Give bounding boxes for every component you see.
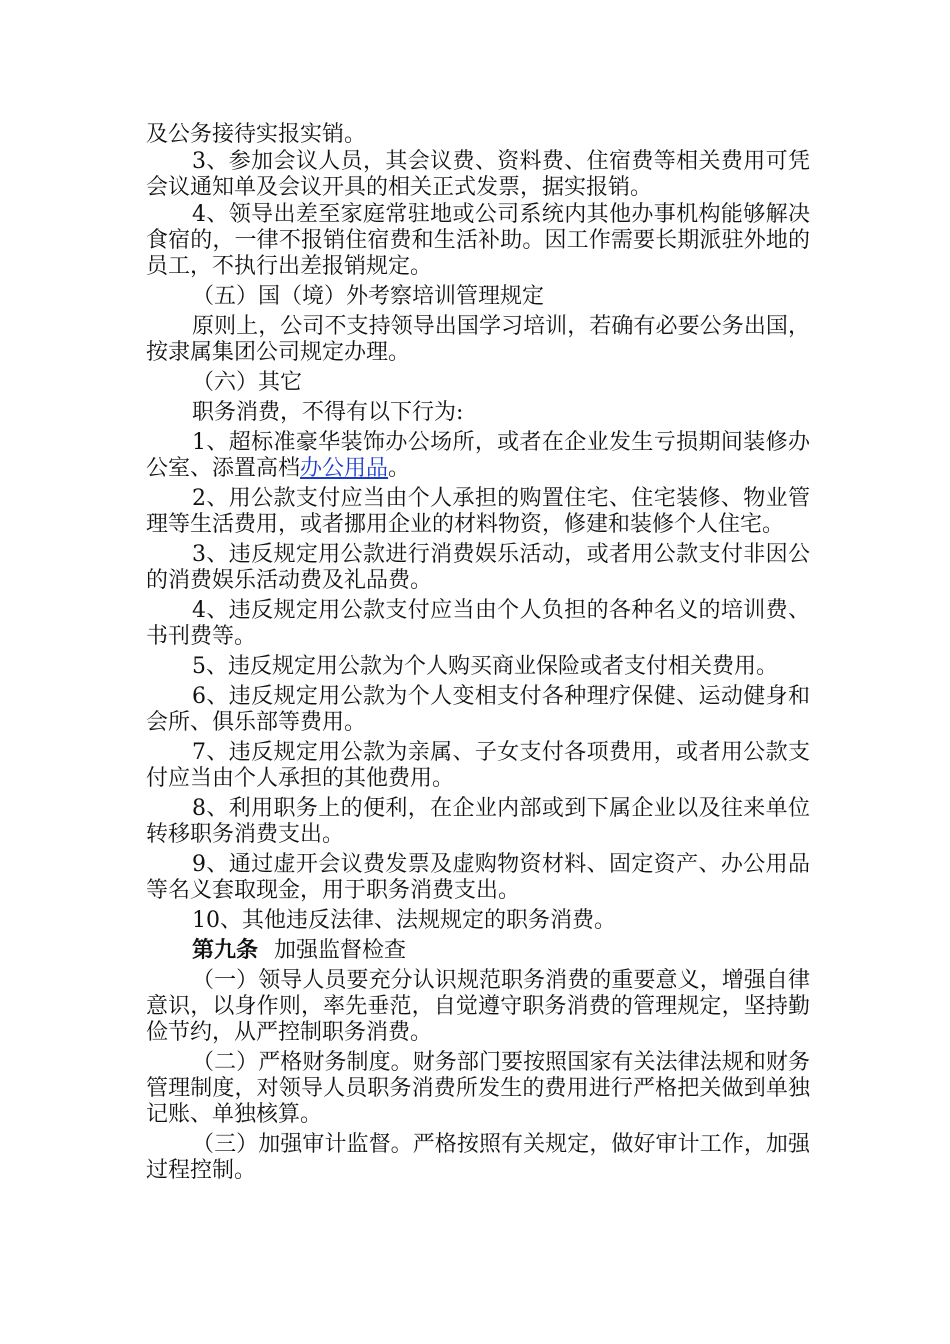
list-item xyxy=(146,430,810,482)
list-item: 3、违反规定用公款进行消费娱乐活动，或者用公款支付非因公的消费娱乐活动费及礼品费。 xyxy=(146,542,810,593)
article-heading xyxy=(146,938,810,964)
list-item: 5、违反规定用公款为个人购买商业保险或者支付相关费用。 xyxy=(192,654,778,679)
list-item: 8、利用职务上的便利，在企业内部或到下属企业以及往来单位转移职务消费支出。 xyxy=(146,796,810,847)
list-item: 7、违反规定用公款为亲属、子女支付各项费用，或者用公款支付应当由个人承担的其他费用。 xyxy=(146,740,810,791)
article-number: 第九条 xyxy=(192,938,259,963)
section-heading: （五）国（境）外考察培训管理规定 xyxy=(192,284,545,309)
paragraph: （二）严格财务制度。财务部门要按照国家有关法律法规和财务管理制度，对领导人员职务消费所发生的费用进行严格把关做到单独记账、单独核算。 xyxy=(146,1050,810,1127)
paragraph: 3、参加会议人员，其会议费、资料费、住宿费等相关费用可凭会议通知单及会议开具的相关正式发票，据实报销。 xyxy=(146,149,810,200)
paragraph: 原则上，公司不支持领导出国学习培训，若确有必要公务出国，按隶属集团公司规定办理。 xyxy=(146,314,810,365)
list-item: 9、通过虚开会议费发票及虚购物资材料、固定资产、办公用品等名义套取现金，用于职务消费支出。 xyxy=(146,852,810,903)
list-item: 6、违反规定用公款为个人变相支付各种理疗保健、运动健身和会所、俱乐部等费用。 xyxy=(146,684,810,735)
paragraph: 及公务接待实报实销。 xyxy=(146,122,367,147)
list-item-text: 1、超标准豪华装饰办公场所，或者在企业发生亏损期间装修办公室、添置高档 xyxy=(146,430,810,481)
list-item: 10、其他违反法律、法规规定的职务消费。 xyxy=(192,908,616,933)
office-supplies-link[interactable]: 办公用品 xyxy=(300,456,389,481)
section-heading: （六）其它 xyxy=(192,370,303,395)
paragraph: （一）领导人员要充分认识规范职务消费的重要意义，增强自律意识，以身作则，率先垂范，自觉遵守职务消费的管理规定，坚持勤俭节约，从严控制职务消费。 xyxy=(146,968,810,1045)
list-item-text: 。 xyxy=(388,456,411,481)
list-item: 2、用公款支付应当由个人承担的购置住宅、住宅装修、物业管理等生活费用，或者挪用企业的材料物资，修建和装修个人住宅。 xyxy=(146,486,810,537)
article-title: 加强监督检查 xyxy=(274,938,407,963)
paragraph: 4、领导出差至家庭常驻地或公司系统内其他办事机构能够解决食宿的，一律不报销住宿费和生活补助。因工作需要长期派驻外地的员工，不执行出差报销规定。 xyxy=(146,202,810,279)
paragraph: 职务消费，不得有以下行为: xyxy=(192,400,464,425)
list-item: 4、违反规定用公款支付应当由个人负担的各种名义的培训费、书刊费等。 xyxy=(146,598,810,649)
paragraph: （三）加强审计监督。严格按照有关规定，做好审计工作，加强过程控制。 xyxy=(146,1132,810,1183)
document-page xyxy=(146,122,810,1185)
